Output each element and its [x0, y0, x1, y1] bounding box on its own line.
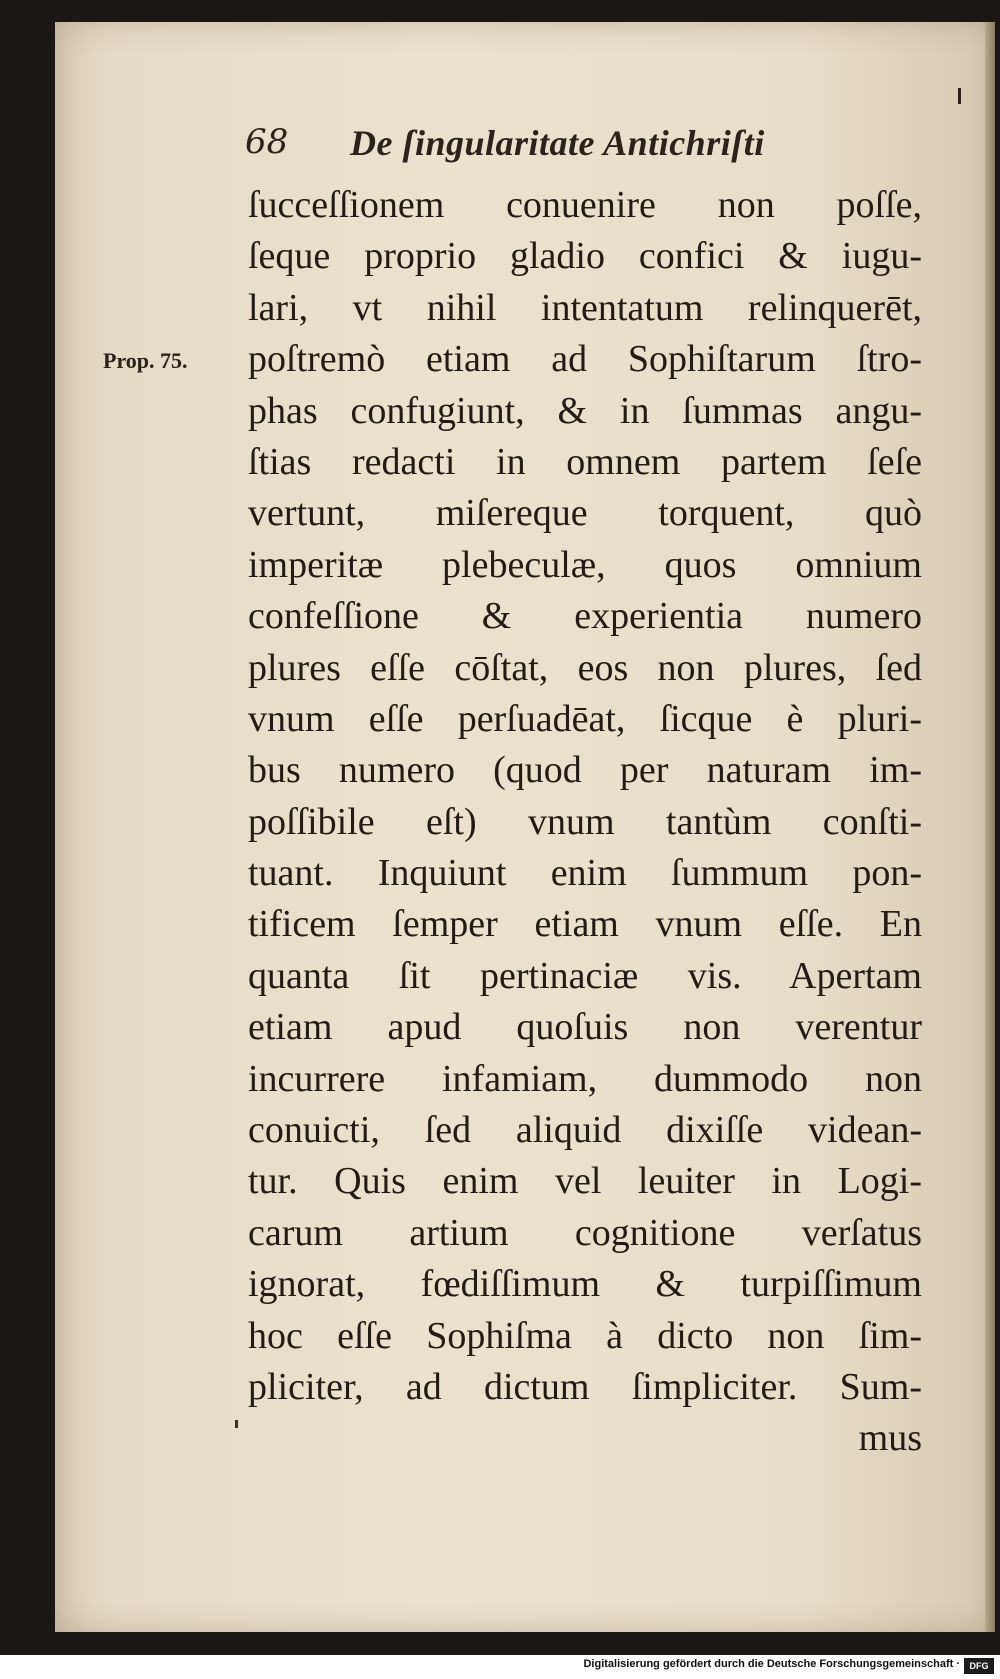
footer-bar [0, 1655, 1000, 1679]
catchword: mus [858, 1417, 922, 1460]
text-line: ſtias redacti in omnem partem ſeſe [248, 440, 922, 483]
text-line: ſucceſſionem conuenire non poſſe, [248, 184, 922, 226]
ink-speck [235, 1420, 238, 1428]
text-line: imperitæ plebeculæ, quos omnium [248, 543, 922, 586]
text-line: etiam apud quoſuis non verentur [248, 1006, 922, 1049]
text-line: plures eſſe cōſtat, eos non plures, ſed [248, 646, 922, 689]
text-line: confeſſione & experientia numero [248, 595, 922, 638]
body-text [248, 180, 922, 1465]
page-header [245, 122, 945, 172]
text-line: carum artium cognitione verſatus [248, 1211, 922, 1254]
text-line: conuicti, ſed aliquid dixiſſe videan- [248, 1109, 922, 1152]
dfg-logo: DFG [964, 1658, 994, 1674]
text-line: tificem ſemper etiam vnum eſſe. En [248, 903, 922, 946]
ink-mark [958, 88, 961, 104]
text-line: pliciter, ad dictum ſimpliciter. Sum- [248, 1365, 922, 1408]
text-line: vnum eſſe perſuadēat, ſicque è pluri- [248, 697, 922, 740]
margin-note: Prop. 75. [103, 348, 188, 373]
text-line: poſtremò etiam ad Sophiſtarum ſtro- [248, 338, 922, 381]
text-line: lari, vt nihil intentatum relinquerēt, [248, 286, 922, 329]
footer-credit: Digitalisierung gefördert durch die Deutsche Forschungsgemeinschaft · [583, 1658, 960, 1670]
text-line: hoc eſſe Sophiſma à dicto non ſim- [248, 1314, 922, 1357]
text-line: vertunt, miſereque torquent, quò [248, 492, 922, 535]
running-title: De ſingularitate Antichriſti [350, 123, 765, 163]
text-line: quanta ſit pertinaciæ vis. Apertam [248, 954, 922, 997]
text-line: ignorat, fœdiſſimum & turpiſſimum [248, 1263, 922, 1306]
text-line: incurrere infamiam, dummodo non [248, 1057, 922, 1100]
page-edge [985, 22, 995, 1632]
text-line: bus numero (quod per naturam im- [248, 749, 922, 792]
page-number: 68 [245, 122, 289, 162]
text-line: tuant. Inquiunt enim ſummum pon- [248, 852, 922, 895]
text-line: tur. Quis enim vel leuiter in Logi- [248, 1160, 922, 1203]
text-line: phas confugiunt, & in ſummas angu- [248, 389, 922, 432]
text-line: ſeque proprio gladio confici & iugu- [248, 235, 922, 278]
text-line: poſſibile eſt) vnum tantùm conſti- [248, 800, 922, 843]
